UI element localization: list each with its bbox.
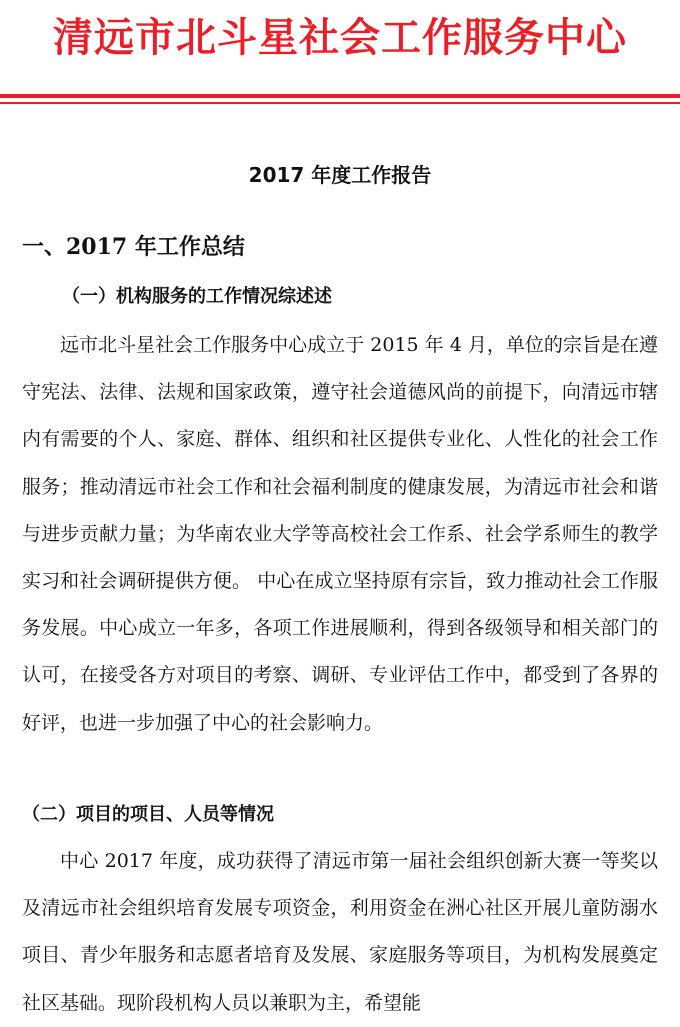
subsection-heading-1: （一）机构服务的工作情况综述述 — [62, 286, 332, 307]
paragraph-1: 远市北斗星社会工作服务中心成立于 2015 年 4 月，单位的宗旨是在遵守宪法、法律、法规和国家政策，遵守社会道德风尚的前提下，向清远市辖内有需要的个人、家庭、群体、组织和社区提供专业化、人性化的社会工作服务；推动清远市社会工作和社会福利制度的健康发展，为清远市社会和谐与进步贡献力量；为华南农业大学等高校社会工作系、社会学系师生的教学实习和社会调研提供方便。 中心在成立坚持原有宗旨，致力推动社会工作服务发展。中心成立一年多，各项工作进展顺利，得到各级领导和相关部门的认可，在接受各方对项目的考察、调研、专业评估工作中，都受到了各界的好评，也进一步加强了中心的社会影响力。 — [22, 334, 658, 734]
letterhead-org-name: 清远市北斗星社会工作服务中心 — [53, 15, 627, 61]
subsection-heading-2: （二）项目的项目、人员等情况 — [22, 804, 274, 825]
letterhead-rule-thin — [0, 102, 680, 104]
report-title: 2017 年度工作报告 — [248, 163, 432, 187]
section-heading: 一、2017 年工作总结 — [22, 234, 245, 260]
paragraph-2: 中心 2017 年度，成功获得了清远市第一届社会组织创新大赛一等奖以及清远市社会组织培育发展专项资金，利用资金在洲心社区开展儿童防溺水项目、青少年服务和志愿者培育及发展、家庭服务等项目，为机构发展奠定社区基础。现阶段机构人员以兼职为主，希望能 — [22, 850, 658, 1014]
letterhead-rule-thick — [0, 94, 680, 98]
